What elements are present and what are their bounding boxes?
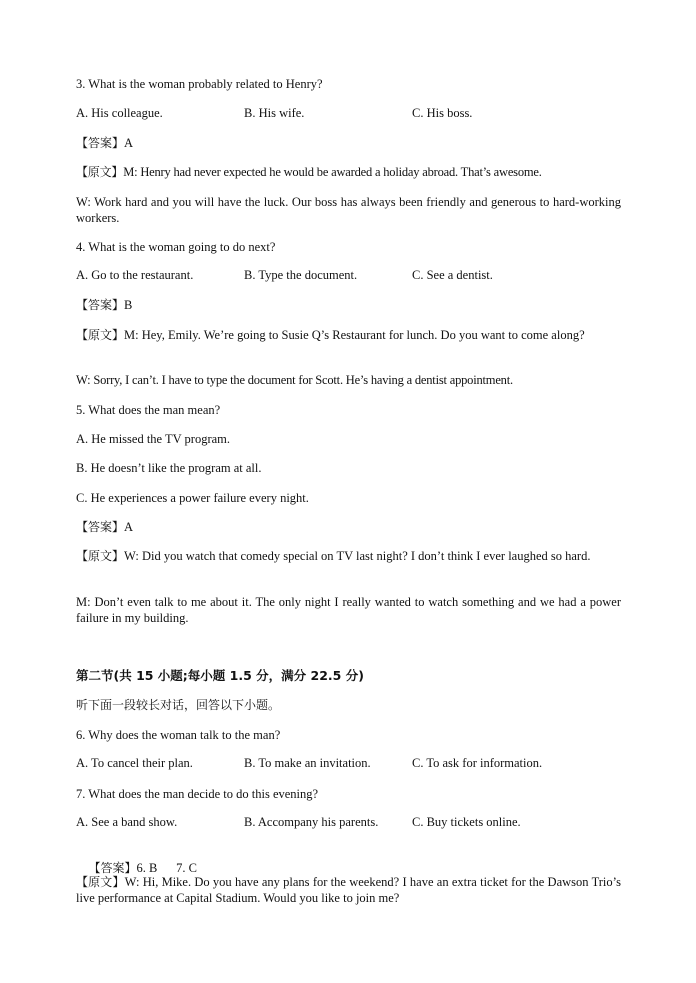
- q4-option-a: A. Go to the restaurant.: [76, 268, 194, 282]
- q3-option-c: C. His boss.: [412, 106, 473, 120]
- transcript-text: M: Hey, Emily. We’re going to Susie Q’s Restaurant for lunch. Do you want to come along?: [124, 328, 585, 342]
- question-3: 3. What is the woman probably related to Henry?: [76, 77, 323, 91]
- answer-value: 6. B 7. C: [136, 861, 197, 875]
- q6-option-a: A. To cancel their plan.: [76, 756, 193, 770]
- q5-transcript-2: M: Don’t even talk to me about it. The only night I really wanted to watch something and we had a power failure in my building.: [76, 595, 621, 625]
- q4-option-b: B. Type the document.: [244, 268, 358, 282]
- q5-option-c: C. He experiences a power failure every night.: [76, 491, 309, 505]
- question-7: 7. What does the man decide to do this evening?: [76, 787, 319, 801]
- q7-option-b: B. Accompany his parents.: [244, 815, 379, 829]
- q4-answer: [76, 297, 621, 313]
- question-5: 5. What does the man mean?: [76, 403, 221, 417]
- answer-value: A: [124, 136, 134, 150]
- q5-answer: [76, 519, 621, 535]
- q4-transcript-1: [76, 327, 621, 343]
- transcript-text: W: Did you watch that comedy special on TV last night? I don’t think I ever laughed so hard.: [124, 549, 591, 563]
- transcript-label: 【原文】: [76, 165, 124, 179]
- q6-option-b: B. To make an invitation.: [244, 756, 371, 770]
- q3-option-b: B. His wife.: [244, 106, 305, 120]
- q4-transcript-2: W: Sorry, I can’t. I have to type the document for Scott. He’s having a dentist appointment.: [76, 373, 513, 387]
- section-2-instruction: 听下面一段较长对话，回答以下小题。: [76, 698, 281, 712]
- q3-transcript-2: W: Work hard and you will have the luck. Our boss has always been friendly and generous to hard-working workers.: [76, 195, 621, 225]
- section-2-heading: 第二节(共 15 小题;每小题 1.5 分，满分 22.5 分): [76, 668, 364, 683]
- q6-option-c: C. To ask for information.: [412, 756, 543, 770]
- answer-label: 【答案】: [76, 136, 125, 150]
- question-4: 4. What is the woman going to do next?: [76, 240, 276, 254]
- transcript-text: M: Henry had never expected he would be awarded a holiday abroad. That’s awesome.: [123, 165, 542, 179]
- transcript-label: 【原文】: [76, 875, 125, 889]
- q7-option-c: C. Buy tickets online.: [412, 815, 521, 829]
- transcript-label: 【原文】: [76, 328, 125, 342]
- q7-transcript-1: [76, 874, 621, 906]
- answer-label: 【答案】: [76, 520, 125, 534]
- transcript-label: 【原文】: [76, 549, 125, 563]
- q4-option-c: C. See a dentist.: [412, 268, 493, 282]
- question-6: 6. Why does the woman talk to the man?: [76, 728, 281, 742]
- q3-option-a: A. His colleague.: [76, 106, 163, 120]
- q3-transcript-1: [76, 164, 621, 180]
- q5-option-a: A. He missed the TV program.: [76, 432, 231, 446]
- answer-value: B: [124, 298, 133, 312]
- q3-answer: [76, 135, 621, 151]
- q5-option-b: B. He doesn’t like the program at all.: [76, 461, 262, 475]
- transcript-text: W: Hi, Mike. Do you have any plans for the weekend? I have an extra ticket for the Dawson Trio’s live performance at Capital Stadium. Would you like to join me?: [76, 875, 621, 905]
- q5-transcript-1: [76, 548, 621, 564]
- answer-label: 【答案】: [88, 861, 137, 875]
- q7-option-a: A. See a band show.: [76, 815, 178, 829]
- answer-label: 【答案】: [76, 298, 125, 312]
- answer-value: A: [124, 520, 134, 534]
